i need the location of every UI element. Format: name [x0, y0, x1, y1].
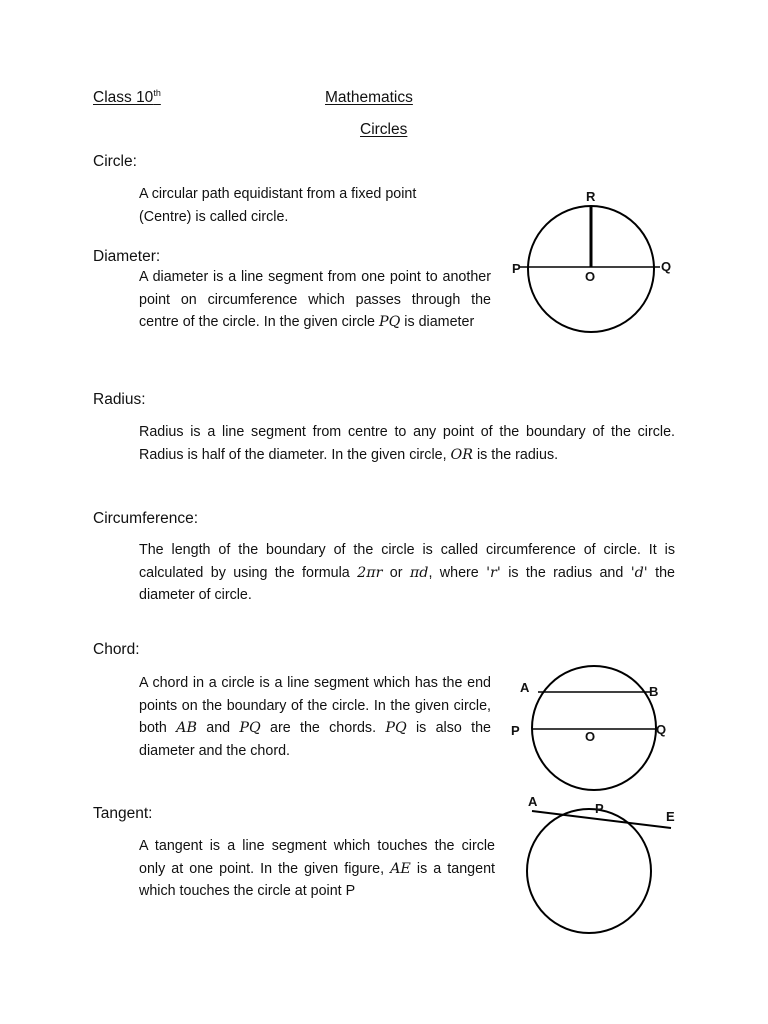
circumference-heading: Circumference: — [93, 510, 199, 527]
topic-title: Circles — [360, 121, 408, 138]
fig3-label-a: A — [528, 794, 538, 809]
circumference-definition: The length of the boundary of the circle is called circumference of circle. It is calculated by using the formula 2πr or πd, where 'r' is the radius and 'd' the diameter of circle. — [139, 542, 675, 603]
tangent-definition: A tangent is a line segment which touches the circle only at one point. In the given figure, AE is a tangent which touches the circle at point P — [139, 838, 495, 899]
fig2-label-p: P — [511, 723, 520, 738]
fig1-label-r: R — [586, 189, 596, 204]
circle-definition: A circular path equidistant from a fixed point (Centre) is called circle. — [139, 186, 417, 225]
radius-heading: Radius: — [93, 391, 146, 408]
subject-title: Mathematics — [325, 89, 413, 106]
tangent-heading: Tangent: — [93, 805, 153, 822]
chord-heading: Chord: — [93, 641, 140, 658]
fig3-label-e: E — [666, 809, 675, 824]
fig2-label-q: Q — [656, 722, 667, 737]
fig2-label-o: O — [585, 729, 596, 744]
class-label: Class 10th — [93, 88, 161, 107]
diameter-definition: A diameter is a line segment from one point to another point on circumference which passes through the centre of the circle. In the given circle PQ is diameter — [139, 269, 491, 330]
fig1-label-p: P — [512, 261, 521, 276]
fig2-label-a: A — [520, 680, 530, 695]
fig1-label-q: Q — [661, 259, 672, 274]
circle-heading: Circle: — [93, 153, 137, 170]
diameter-heading: Diameter: — [93, 248, 161, 265]
fig2-label-b: B — [649, 684, 659, 699]
fig3-label-p: P — [595, 801, 604, 816]
figure-tangent — [515, 790, 715, 940]
figure-diameter-radius — [508, 185, 708, 335]
fig1-label-o: O — [585, 269, 596, 284]
chord-definition: A chord in a circle is a line segment which has the end points on the boundary of the circle. In the given circle, both AB and PQ are the chords. PQ is also the diameter and the chord. — [139, 675, 491, 759]
class-superscript: th — [153, 88, 161, 98]
radius-definition: Radius is a line segment from centre to any point of the boundary of the circle. Radius is half of the diameter. In the given circle, OR is the radius. — [139, 424, 675, 463]
